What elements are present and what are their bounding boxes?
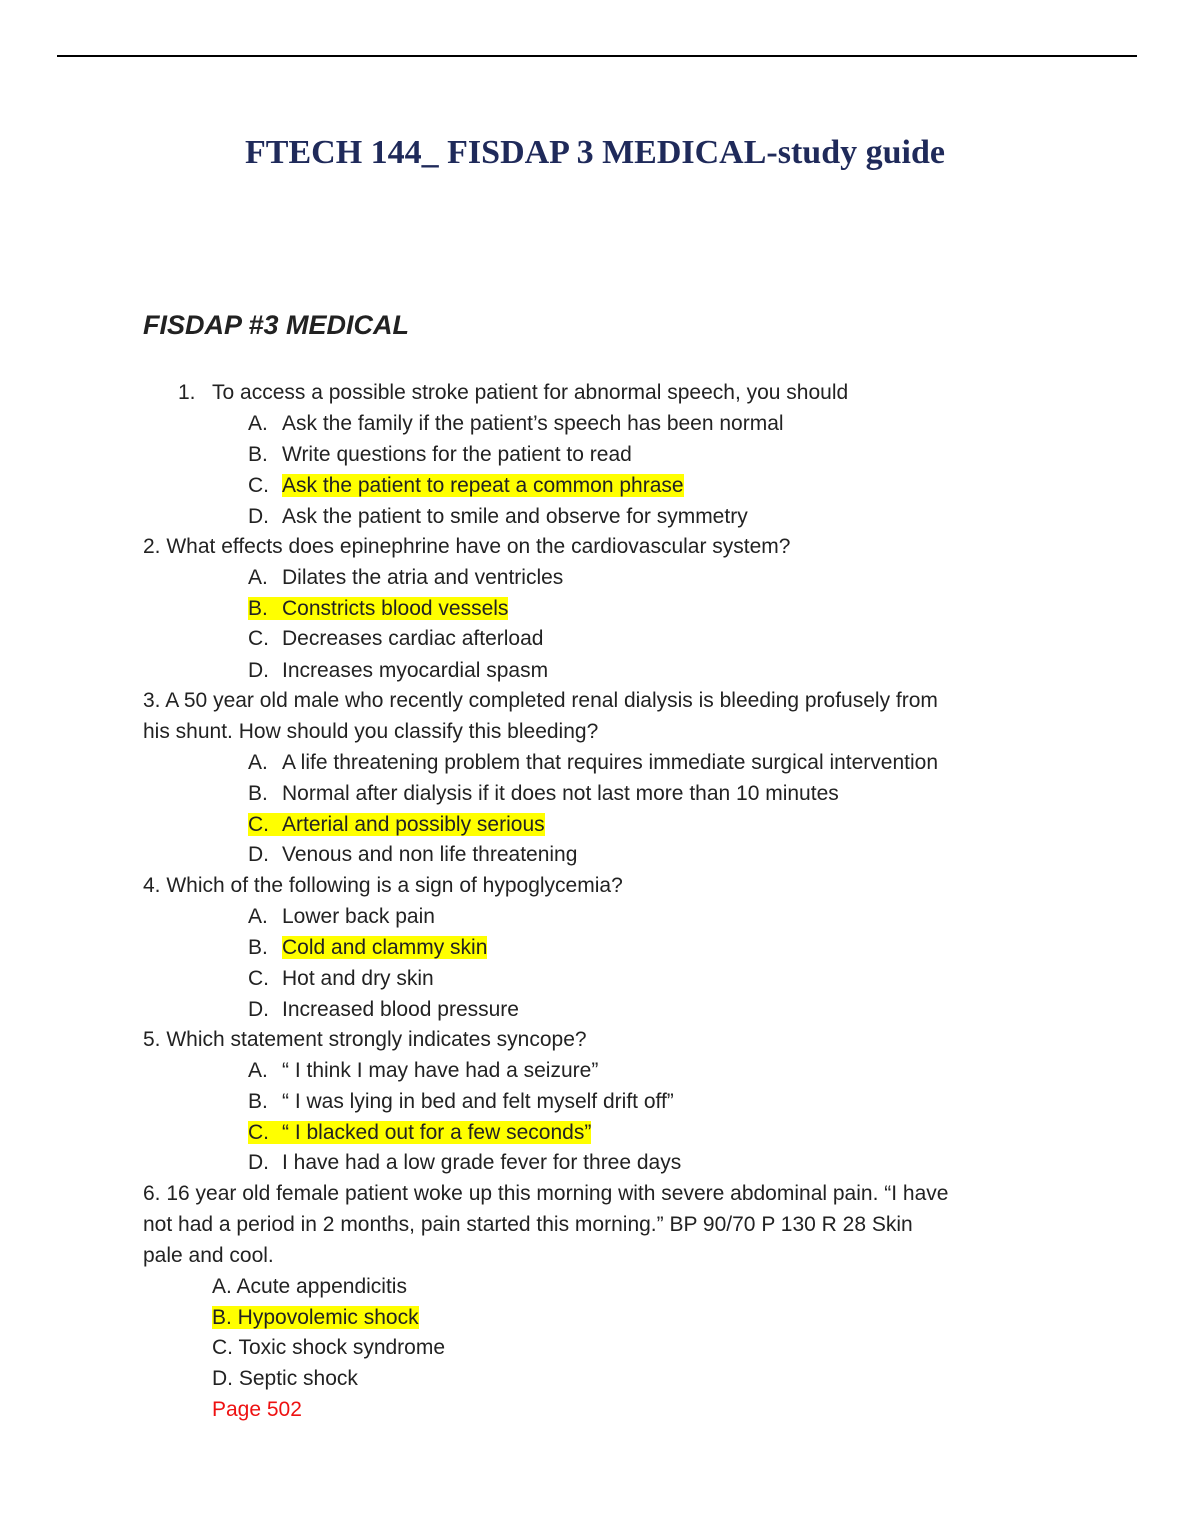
question-6-option-d: D. Septic shock	[212, 1367, 358, 1390]
question-1-option-b	[248, 442, 632, 468]
question-3-option-a	[248, 750, 938, 776]
page-reference: Page 502	[212, 1398, 302, 1421]
question-1-option-a	[248, 411, 784, 437]
option-text: Lower back pain	[282, 905, 435, 928]
document-title: FTECH 144_ FISDAP 3 MEDICAL-study guide	[245, 134, 945, 171]
question-number: 1.	[178, 381, 196, 404]
section-heading: FISDAP #3 MEDICAL	[143, 310, 410, 340]
top-rule	[57, 55, 1137, 57]
question-3-option-d	[248, 842, 577, 868]
option-text: “ I think I may have had a seizure”	[282, 1059, 599, 1082]
question-3-stem-line-1: 3. A 50 year old male who recently completed renal dialysis is bleeding profusely from	[143, 689, 938, 712]
highlighted-answer: Ask the patient to repeat a common phrase	[282, 474, 684, 497]
option-letter: B.	[248, 1090, 268, 1113]
highlighted-answer: Arterial and possibly serious	[282, 813, 545, 836]
question-5-option-d	[248, 1150, 681, 1176]
option-letter: D.	[248, 843, 269, 866]
question-6-stem-line-2: not had a period in 2 months, pain started this morning.” BP 90/70 P 130 R 28 Skin	[143, 1213, 913, 1236]
question-text: To access a possible stroke patient for abnormal speech, you should	[212, 381, 849, 404]
question-6-stem-line-3: pale and cool.	[143, 1244, 274, 1267]
question-3-option-c-answer	[248, 812, 545, 838]
highlighted-answer: Cold and clammy skin	[282, 936, 488, 959]
option-text: Dilates the atria and ventricles	[282, 566, 564, 589]
option-letter: A.	[248, 905, 268, 928]
highlighted-answer: B. Hypovolemic shock	[212, 1306, 419, 1329]
option-letter: C.	[248, 474, 269, 497]
question-5-option-a	[248, 1058, 598, 1084]
option-text: Ask the patient to smile and observe for symmetry	[282, 505, 748, 528]
option-text: Normal after dialysis if it does not last more than 10 minutes	[282, 782, 839, 805]
option-letter: D.	[248, 998, 269, 1021]
option-text: A life threatening problem that requires immediate surgical intervention	[282, 751, 939, 774]
option-letter: C.	[248, 813, 269, 836]
option-letter: B.	[248, 443, 268, 466]
question-2-stem: 2. What effects does epinephrine have on the cardiovascular system?	[143, 535, 791, 558]
option-letter: B.	[248, 597, 268, 620]
question-5-option-c-answer	[248, 1120, 591, 1146]
question-6-option-b-answer	[212, 1305, 419, 1331]
option-letter: A.	[248, 412, 268, 435]
question-2-option-b-answer	[248, 596, 508, 622]
option-text: Write questions for the patient to read	[282, 443, 632, 466]
question-4-stem: 4. Which of the following is a sign of hypoglycemia?	[143, 874, 623, 897]
question-6-option-c: C. Toxic shock syndrome	[212, 1336, 446, 1359]
option-letter: B.	[248, 782, 268, 805]
option-text: Venous and non life threatening	[282, 843, 578, 866]
question-6-stem-line-1: 6. 16 year old female patient woke up this morning with severe abdominal pain. “I have	[143, 1182, 949, 1205]
question-4-option-c	[248, 966, 434, 992]
option-letter: D.	[248, 1151, 269, 1174]
question-5-option-b	[248, 1089, 674, 1115]
option-letter: A.	[248, 751, 268, 774]
option-text: I have had a low grade fever for three days	[282, 1151, 682, 1174]
option-letter: C.	[248, 967, 269, 990]
question-4-option-d	[248, 997, 519, 1023]
option-text: Increases myocardial spasm	[282, 659, 549, 682]
option-letter: B.	[248, 936, 268, 959]
question-4-option-b-answer	[248, 935, 487, 961]
option-letter: D.	[248, 505, 269, 528]
question-6-option-a: A. Acute appendicitis	[212, 1275, 407, 1298]
question-1-option-d	[248, 504, 748, 530]
question-4-option-a	[248, 904, 435, 930]
option-text: Decreases cardiac afterload	[282, 627, 544, 650]
question-2-option-a	[248, 565, 563, 591]
option-letter: C.	[248, 627, 269, 650]
option-letter: D.	[248, 659, 269, 682]
option-letter: A.	[248, 1059, 268, 1082]
question-3-option-b	[248, 781, 839, 807]
option-text: “ I was lying in bed and felt myself drift off”	[282, 1090, 674, 1113]
question-1-option-c-answer	[248, 473, 684, 499]
question-2-option-d	[248, 658, 548, 684]
option-text: Hot and dry skin	[282, 967, 434, 990]
question-5-stem: 5. Which statement strongly indicates syncope?	[143, 1028, 587, 1051]
option-text: Ask the family if the patient’s speech has been normal	[282, 412, 784, 435]
highlighted-answer: “ I blacked out for a few seconds”	[282, 1121, 592, 1144]
highlighted-answer: Constricts blood vessels	[282, 597, 509, 620]
question-1-stem	[178, 380, 848, 406]
option-letter: A.	[248, 566, 268, 589]
question-3-stem-line-2: his shunt. How should you classify this bleeding?	[143, 720, 599, 743]
option-text: Increased blood pressure	[282, 998, 519, 1021]
option-letter: C.	[248, 1121, 269, 1144]
question-2-option-c	[248, 626, 543, 652]
